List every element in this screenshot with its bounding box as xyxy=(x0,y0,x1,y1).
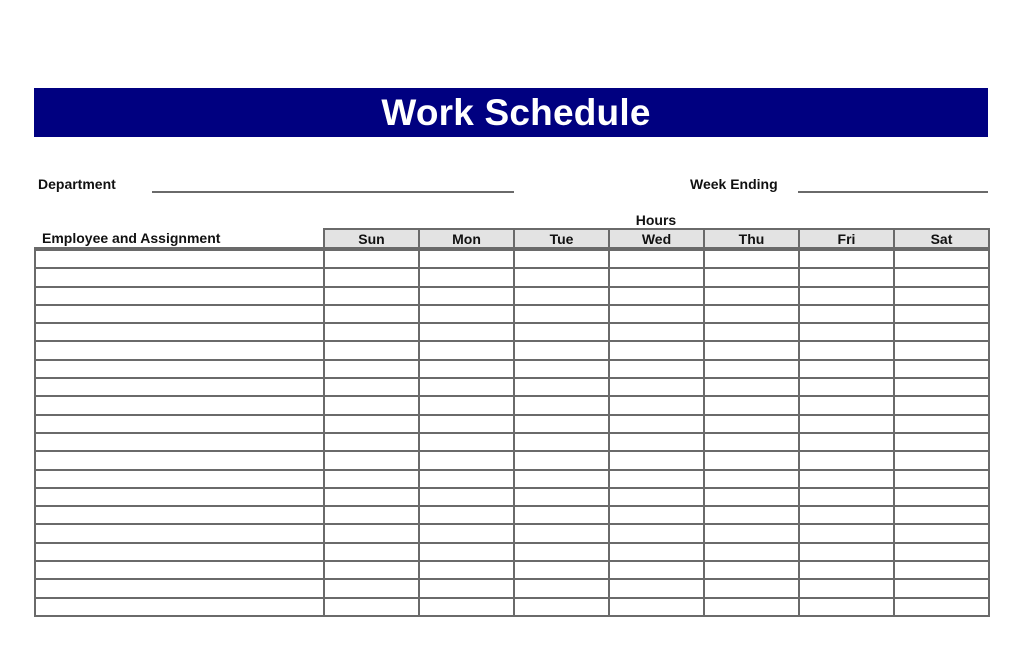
day-header-fri: Fri xyxy=(799,229,894,248)
hours-cell-fri[interactable] xyxy=(799,287,894,305)
hours-cell-sun[interactable] xyxy=(324,506,419,524)
week-ending-field[interactable] xyxy=(798,191,988,193)
hours-cell-sun[interactable] xyxy=(324,561,419,579)
employee-assignment-cell[interactable] xyxy=(35,598,324,616)
hours-cell-tue[interactable] xyxy=(514,488,609,506)
hours-cell-mon[interactable] xyxy=(419,579,514,597)
hours-cell-sun[interactable] xyxy=(324,305,419,323)
hours-cell-wed[interactable] xyxy=(609,470,704,488)
employee-assignment-cell[interactable] xyxy=(35,250,324,268)
hours-cell-wed[interactable] xyxy=(609,451,704,469)
hours-cell-mon[interactable] xyxy=(419,360,514,378)
table-row xyxy=(35,250,989,268)
hours-cell-fri[interactable] xyxy=(799,524,894,542)
hours-cell-mon[interactable] xyxy=(419,524,514,542)
hours-cell-sun[interactable] xyxy=(324,341,419,359)
hours-group-label: Hours xyxy=(635,212,677,228)
hours-cell-sat[interactable] xyxy=(894,360,989,378)
hours-cell-mon[interactable] xyxy=(419,543,514,561)
hours-cell-mon[interactable] xyxy=(419,323,514,341)
table-row xyxy=(35,451,989,469)
hours-cell-wed[interactable] xyxy=(609,579,704,597)
hours-cell-sun[interactable] xyxy=(324,360,419,378)
table-row xyxy=(35,543,989,561)
hours-cell-wed[interactable] xyxy=(609,360,704,378)
hours-cell-wed[interactable] xyxy=(609,598,704,616)
hours-cell-sat[interactable] xyxy=(894,341,989,359)
page-title: Work Schedule xyxy=(381,92,651,133)
hours-cell-mon[interactable] xyxy=(419,451,514,469)
hours-cell-fri[interactable] xyxy=(799,579,894,597)
hours-cell-sun[interactable] xyxy=(324,579,419,597)
employee-assignment-cell[interactable] xyxy=(35,470,324,488)
hours-cell-thu[interactable] xyxy=(704,470,799,488)
hours-cell-mon[interactable] xyxy=(419,287,514,305)
department-field[interactable] xyxy=(152,191,514,193)
hours-cell-fri[interactable] xyxy=(799,433,894,451)
hours-cell-mon[interactable] xyxy=(419,415,514,433)
hours-cell-mon[interactable] xyxy=(419,305,514,323)
employee-assignment-cell[interactable] xyxy=(35,506,324,524)
hours-cell-thu[interactable] xyxy=(704,488,799,506)
table-row xyxy=(35,305,989,323)
employee-assignment-cell[interactable] xyxy=(35,433,324,451)
day-header-row xyxy=(323,228,990,249)
table-row xyxy=(35,470,989,488)
hours-cell-tue[interactable] xyxy=(514,378,609,396)
hours-cell-tue[interactable] xyxy=(514,451,609,469)
hours-cell-tue[interactable] xyxy=(514,506,609,524)
hours-cell-thu[interactable] xyxy=(704,415,799,433)
hours-cell-sat[interactable] xyxy=(894,561,989,579)
hours-cell-sun[interactable] xyxy=(324,250,419,268)
hours-cell-wed[interactable] xyxy=(609,433,704,451)
hours-cell-sun[interactable] xyxy=(324,415,419,433)
day-header-thu: Thu xyxy=(704,229,799,248)
hours-cell-wed[interactable] xyxy=(609,561,704,579)
hours-cell-wed[interactable] xyxy=(609,287,704,305)
hours-cell-tue[interactable] xyxy=(514,470,609,488)
employee-assignment-cell[interactable] xyxy=(35,305,324,323)
hours-cell-thu[interactable] xyxy=(704,250,799,268)
day-header-sat: Sat xyxy=(894,229,989,248)
hours-cell-sun[interactable] xyxy=(324,378,419,396)
hours-cell-mon[interactable] xyxy=(419,268,514,286)
table-row xyxy=(35,378,989,396)
employee-assignment-cell[interactable] xyxy=(35,287,324,305)
hours-cell-wed[interactable] xyxy=(609,378,704,396)
hours-cell-mon[interactable] xyxy=(419,598,514,616)
hours-cell-thu[interactable] xyxy=(704,543,799,561)
hours-cell-fri[interactable] xyxy=(799,506,894,524)
table-row xyxy=(35,433,989,451)
hours-cell-thu[interactable] xyxy=(704,341,799,359)
hours-cell-mon[interactable] xyxy=(419,341,514,359)
hours-cell-thu[interactable] xyxy=(704,305,799,323)
employee-assignment-cell[interactable] xyxy=(35,341,324,359)
hours-cell-thu[interactable] xyxy=(704,268,799,286)
hours-cell-sat[interactable] xyxy=(894,524,989,542)
hours-cell-tue[interactable] xyxy=(514,305,609,323)
employee-assignment-cell[interactable] xyxy=(35,396,324,414)
table-row xyxy=(35,598,989,616)
hours-cell-sat[interactable] xyxy=(894,250,989,268)
hours-cell-tue[interactable] xyxy=(514,250,609,268)
employee-assignment-cell[interactable] xyxy=(35,543,324,561)
hours-cell-fri[interactable] xyxy=(799,415,894,433)
hours-cell-thu[interactable] xyxy=(704,396,799,414)
employee-column-header: Employee and Assignment xyxy=(42,230,221,246)
table-row xyxy=(35,287,989,305)
hours-cell-fri[interactable] xyxy=(799,561,894,579)
hours-cell-fri[interactable] xyxy=(799,305,894,323)
hours-cell-sun[interactable] xyxy=(324,287,419,305)
hours-cell-sun[interactable] xyxy=(324,323,419,341)
hours-cell-wed[interactable] xyxy=(609,506,704,524)
hours-cell-wed[interactable] xyxy=(609,415,704,433)
hours-cell-tue[interactable] xyxy=(514,287,609,305)
hours-cell-tue[interactable] xyxy=(514,268,609,286)
hours-cell-tue[interactable] xyxy=(514,415,609,433)
hours-cell-sun[interactable] xyxy=(324,598,419,616)
hours-cell-wed[interactable] xyxy=(609,305,704,323)
hours-cell-fri[interactable] xyxy=(799,396,894,414)
hours-cell-sun[interactable] xyxy=(324,433,419,451)
table-row xyxy=(35,524,989,542)
hours-cell-thu[interactable] xyxy=(704,378,799,396)
hours-cell-tue[interactable] xyxy=(514,598,609,616)
employee-assignment-cell[interactable] xyxy=(35,268,324,286)
day-header-tue: Tue xyxy=(514,229,609,248)
hours-cell-thu[interactable] xyxy=(704,506,799,524)
hours-cell-tue[interactable] xyxy=(514,360,609,378)
hours-cell-tue[interactable] xyxy=(514,579,609,597)
hours-cell-wed[interactable] xyxy=(609,323,704,341)
hours-cell-fri[interactable] xyxy=(799,323,894,341)
hours-cell-tue[interactable] xyxy=(514,396,609,414)
table-row xyxy=(35,323,989,341)
hours-cell-fri[interactable] xyxy=(799,378,894,396)
hours-cell-tue[interactable] xyxy=(514,433,609,451)
hours-cell-wed[interactable] xyxy=(609,488,704,506)
hours-cell-fri[interactable] xyxy=(799,360,894,378)
employee-assignment-cell[interactable] xyxy=(35,378,324,396)
hours-cell-thu[interactable] xyxy=(704,287,799,305)
hours-cell-tue[interactable] xyxy=(514,323,609,341)
hours-cell-sun[interactable] xyxy=(324,543,419,561)
hours-cell-sat[interactable] xyxy=(894,287,989,305)
table-row xyxy=(35,360,989,378)
hours-cell-thu[interactable] xyxy=(704,360,799,378)
hours-cell-thu[interactable] xyxy=(704,451,799,469)
hours-cell-sun[interactable] xyxy=(324,470,419,488)
table-row xyxy=(35,561,989,579)
hours-cell-fri[interactable] xyxy=(799,341,894,359)
hours-cell-fri[interactable] xyxy=(799,488,894,506)
hours-cell-fri[interactable] xyxy=(799,598,894,616)
day-header-wed: Wed xyxy=(609,229,704,248)
hours-cell-mon[interactable] xyxy=(419,396,514,414)
hours-cell-wed[interactable] xyxy=(609,341,704,359)
hours-cell-sat[interactable] xyxy=(894,415,989,433)
hours-cell-sun[interactable] xyxy=(324,396,419,414)
hours-cell-thu[interactable] xyxy=(704,579,799,597)
hours-cell-mon[interactable] xyxy=(419,506,514,524)
table-row xyxy=(35,268,989,286)
title-banner xyxy=(34,88,988,137)
hours-cell-sat[interactable] xyxy=(894,470,989,488)
hours-cell-mon[interactable] xyxy=(419,470,514,488)
hours-cell-sun[interactable] xyxy=(324,524,419,542)
hours-cell-fri[interactable] xyxy=(799,250,894,268)
schedule-grid xyxy=(34,249,990,617)
hours-cell-sat[interactable] xyxy=(894,323,989,341)
employee-assignment-cell[interactable] xyxy=(35,451,324,469)
employee-assignment-cell[interactable] xyxy=(35,579,324,597)
hours-cell-thu[interactable] xyxy=(704,323,799,341)
week-ending-label: Week Ending xyxy=(690,176,778,192)
hours-cell-tue[interactable] xyxy=(514,543,609,561)
employee-assignment-cell[interactable] xyxy=(35,524,324,542)
hours-cell-sat[interactable] xyxy=(894,451,989,469)
hours-cell-mon[interactable] xyxy=(419,433,514,451)
employee-assignment-cell[interactable] xyxy=(35,561,324,579)
hours-cell-thu[interactable] xyxy=(704,561,799,579)
employee-assignment-cell[interactable] xyxy=(35,415,324,433)
hours-cell-thu[interactable] xyxy=(704,524,799,542)
table-row xyxy=(35,341,989,359)
hours-cell-mon[interactable] xyxy=(419,250,514,268)
table-row xyxy=(35,579,989,597)
hours-cell-wed[interactable] xyxy=(609,268,704,286)
hours-cell-mon[interactable] xyxy=(419,561,514,579)
hours-cell-tue[interactable] xyxy=(514,341,609,359)
hours-cell-fri[interactable] xyxy=(799,543,894,561)
hours-cell-wed[interactable] xyxy=(609,543,704,561)
day-header-sun: Sun xyxy=(324,229,419,248)
hours-cell-wed[interactable] xyxy=(609,396,704,414)
hours-cell-tue[interactable] xyxy=(514,561,609,579)
table-row xyxy=(35,396,989,414)
table-row xyxy=(35,415,989,433)
employee-assignment-cell[interactable] xyxy=(35,323,324,341)
hours-cell-mon[interactable] xyxy=(419,488,514,506)
day-header-mon: Mon xyxy=(419,229,514,248)
hours-cell-tue[interactable] xyxy=(514,524,609,542)
hours-cell-sat[interactable] xyxy=(894,506,989,524)
schedule-grid-body xyxy=(35,250,989,616)
table-row xyxy=(35,506,989,524)
hours-cell-thu[interactable] xyxy=(704,598,799,616)
department-label: Department xyxy=(38,176,116,192)
hours-cell-sat[interactable] xyxy=(894,488,989,506)
hours-cell-sat[interactable] xyxy=(894,579,989,597)
hours-cell-sat[interactable] xyxy=(894,433,989,451)
hours-cell-sat[interactable] xyxy=(894,396,989,414)
employee-assignment-cell[interactable] xyxy=(35,360,324,378)
hours-cell-sat[interactable] xyxy=(894,268,989,286)
hours-cell-sun[interactable] xyxy=(324,268,419,286)
hours-cell-sat[interactable] xyxy=(894,378,989,396)
hours-cell-wed[interactable] xyxy=(609,250,704,268)
hours-cell-sat[interactable] xyxy=(894,598,989,616)
table-row xyxy=(35,488,989,506)
hours-cell-sat[interactable] xyxy=(894,305,989,323)
employee-assignment-cell[interactable] xyxy=(35,488,324,506)
hours-cell-sat[interactable] xyxy=(894,543,989,561)
hours-cell-sun[interactable] xyxy=(324,488,419,506)
hours-cell-fri[interactable] xyxy=(799,451,894,469)
hours-cell-sun[interactable] xyxy=(324,451,419,469)
hours-cell-fri[interactable] xyxy=(799,268,894,286)
hours-cell-thu[interactable] xyxy=(704,433,799,451)
hours-cell-fri[interactable] xyxy=(799,470,894,488)
hours-cell-mon[interactable] xyxy=(419,378,514,396)
hours-cell-wed[interactable] xyxy=(609,524,704,542)
